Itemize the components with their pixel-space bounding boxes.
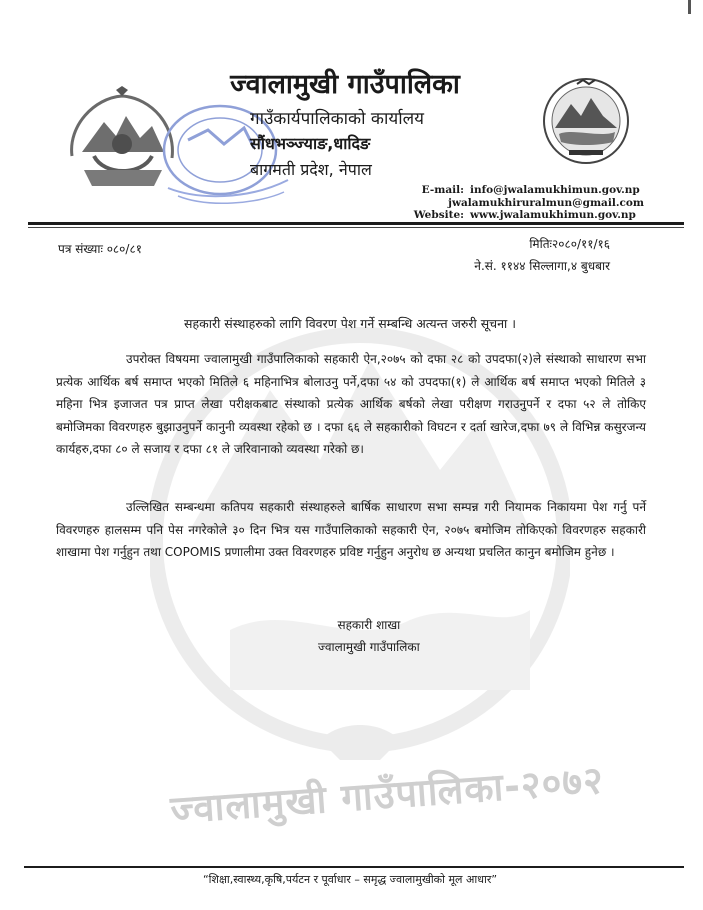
signoff-organization: ज्वालामुखी गाउँपालिका: [318, 640, 420, 654]
footer-divider: [24, 866, 684, 868]
signoff-block: [318, 614, 420, 658]
footer-motto: “शिक्षा,स्वास्थ्य,कृषि,पर्यटन र पूर्वाधार – समृद्ध ज्वालामुखीको मूल आधार”: [202, 873, 498, 886]
website-label: Website:: [413, 209, 464, 221]
contact-row-email: [412, 184, 644, 197]
website-url: www.jwalamukhimun.gov.np: [470, 209, 636, 221]
municipality-logo-icon: [541, 76, 631, 166]
office-province: बागमती प्रदेश, नेपाल: [250, 160, 372, 179]
letter-date: मितिः२०८०/११/१६: [529, 237, 610, 251]
reference-number: पत्र संख्याः ०८०/८१: [58, 242, 142, 256]
contact-row-website: [412, 209, 644, 222]
letter-subject: सहकारी संस्थाहरुको लागि विवरण पेश गर्ने सम्बन्धि अत्यन्त जरुरी सूचना ।: [184, 316, 516, 331]
body-paragraph-1: उपरोक्त विषयमा ज्वालामुखी गाउँपालिकाको सहकारी ऐन,२०७५ को दफा २८ को उपदफा(२)ले संस्थाको साधारण सभा प्रत्येक आर्थिक बर्ष समाप्त भएको मितिले ६ महिनाभित्र बोलाउनु पर्ने,दफा ५४ को उपदफा(१) ले आर्थिक बर्ष समाप्त भएको मितिले ३ महिना भित्र इजाजत पत्र प्राप्त लेखा परीक्षकबाट संस्थाको प्रत्येक आर्थिक बर्षको लेखा परीक्षण गराउनुपर्ने र दफा ५२ ले तोकिए बमोजिमका विवरणहरु बुझाउनुपर्ने कानुनी व्यवस्था रहेको छ । दफा ६६ ले सहकारीको विघटन र दर्ता खारेज,दफा ७९ ले विभिन्न कसुरजन्य कार्यहरु,दफा ८० ले सजाय र दफा ८१ ले जरिवानाको व्यवस्था गरेको छ।: [56, 352, 646, 456]
header-divider-thin: [28, 227, 684, 228]
office-name: गाउँकार्यपालिकाको कार्यालय: [250, 109, 425, 129]
email-primary: info@jwalamukhimun.gov.np: [470, 184, 640, 196]
email-secondary: jwalamukhiruralmun@gmail.com: [448, 196, 644, 209]
email-label: E-mail:: [421, 184, 464, 196]
nepal-sambat-date: ने.सं. ११४४ सिल्लागा,४ बुधबार: [474, 259, 610, 273]
contact-block: [412, 184, 644, 222]
scan-edge-mark: [688, 0, 691, 14]
office-location: सौंधभञ्ज्याङ,धादिङ: [250, 134, 371, 153]
signoff-branch: सहकारी शाखा: [337, 618, 401, 632]
body-paragraph-2: उल्लिखित सम्बन्धमा कतिपय सहकारी संस्थाहरुले बार्षिक साधारण सभा सम्पन्न गरी नियामक निकायमा पेश गर्नु पर्ने विवरणहरु हालसम्म पनि पेस नगरेकोले ३० दिन भित्र यस गाउँपालिकाको सहकारी ऐन, २०७५ बमोजिम तोकिएको विवरणहरु सहकारी शाखामा पेश गर्नुहुन तथा COPOMIS प्रणालीमा उक्त विवरणहरु प्रविष्ट गर्नुहुन अनुरोध छ अन्यथा प्रचलित कानुन बमोजिम हुनेछ ।: [56, 500, 646, 559]
header-divider: [28, 222, 684, 225]
watermark-text: ज्वालामुखी गाउँपालिका-२०७२: [169, 757, 606, 833]
municipality-title: ज्वालामुखी गाउँपालिका: [230, 69, 460, 100]
contact-row-email-2: [412, 197, 644, 210]
